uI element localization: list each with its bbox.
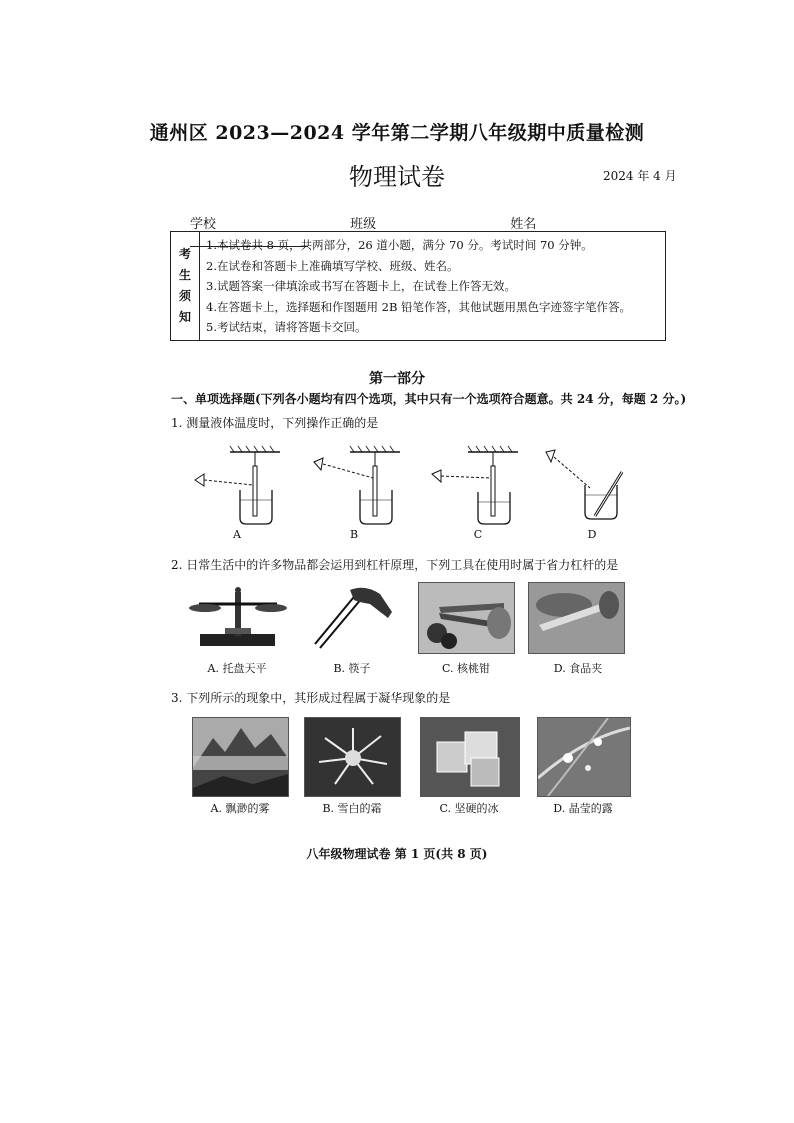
question-1-text: 1. 测量液体温度时，下列操作正确的是 [171, 416, 379, 430]
question-3-text: 3. 下列所示的现象中，其形成过程属于凝华现象的是 [171, 691, 451, 705]
q3-option-d: D. 晶莹的露 [553, 802, 613, 815]
figure-d-thermometer [546, 450, 622, 519]
q3-option-b: B. 雪白的霜 [322, 802, 382, 815]
notice-head-char: 知 [178, 310, 191, 324]
page-footer: 八年级物理试卷 第 1 页(共 8 页) [306, 847, 488, 861]
notice-list [206, 235, 661, 338]
q2-option-a: A. 托盘天平 [207, 662, 267, 675]
balance-scale-image [185, 582, 290, 652]
q1-option-d: D [587, 528, 597, 541]
exam-notice-box [170, 231, 666, 341]
food-tongs-image [528, 582, 625, 654]
part-heading: 第一部分 [369, 371, 425, 387]
figure-b-thermometer [314, 446, 400, 524]
figure-c-thermometer [432, 446, 518, 524]
notice-head-char: 考 [178, 247, 191, 261]
question-2-text: 2. 日常生活中的许多物品都会运用到杠杆原理，下列工具在使用时属于省力杠杆的是 [171, 558, 619, 572]
notice-item: 1.本试卷共 8 页，共两部分，26 道小题，满分 70 分。考试时间 70 分钟。 [206, 238, 593, 252]
q3-option-a: A. 飘渺的雾 [210, 802, 270, 815]
q1-option-a: A [233, 528, 241, 541]
notice-head-char: 生 [178, 268, 191, 282]
q2-option-d: D. 食品夹 [553, 662, 603, 675]
notice-item: 2.在试卷和答题卡上准确填写学校、班级、姓名。 [206, 258, 459, 273]
section-instructions: 一、单项选择题(下列各小题均有四个选项，其中只有一个选项符合题意。共 24 分，每题 2 分。) [171, 392, 687, 406]
nutcracker-image [418, 582, 515, 654]
school-field[interactable] [216, 217, 334, 232]
q3-option-c: C. 坚硬的冰 [439, 802, 499, 815]
notice-item: 5.考试结束，请将答题卡交回。 [206, 320, 367, 334]
q2-option-c: C. 核桃钳 [441, 662, 491, 675]
school-label: 学校 [190, 217, 217, 232]
q1-option-c: C [473, 528, 483, 541]
exam-subtitle: 物理试卷 [349, 163, 445, 191]
figure-a-thermometer [195, 446, 280, 524]
notice-head-char: 须 [178, 289, 191, 303]
notice-item: 4.在答题卡上，选择题和作图题用 2B 铅笔作答，其他试题用黑色字迹签字笔作答。 [206, 299, 632, 314]
q1-option-b: B [349, 528, 359, 541]
chopsticks-image [310, 582, 395, 652]
notice-item: 3.试题答案一律填涂或书写在答题卡上，在试卷上作答无效。 [206, 279, 516, 293]
dew-image [537, 717, 631, 797]
frost-image [304, 717, 401, 797]
question-1-thermometer-figures [170, 440, 650, 540]
class-field[interactable] [376, 217, 494, 232]
notice-heading [171, 232, 200, 340]
q2-option-b: B. 筷子 [333, 662, 371, 675]
fog-image [192, 717, 289, 797]
exam-date: 2024 年 4 月 [603, 169, 677, 183]
name-label: 姓名 [510, 217, 537, 232]
class-label: 班级 [350, 217, 377, 232]
ice-image [420, 717, 520, 797]
exam-title: 通州区 2023—2024 学年第二学期八年级期中质量检测 [149, 122, 645, 144]
